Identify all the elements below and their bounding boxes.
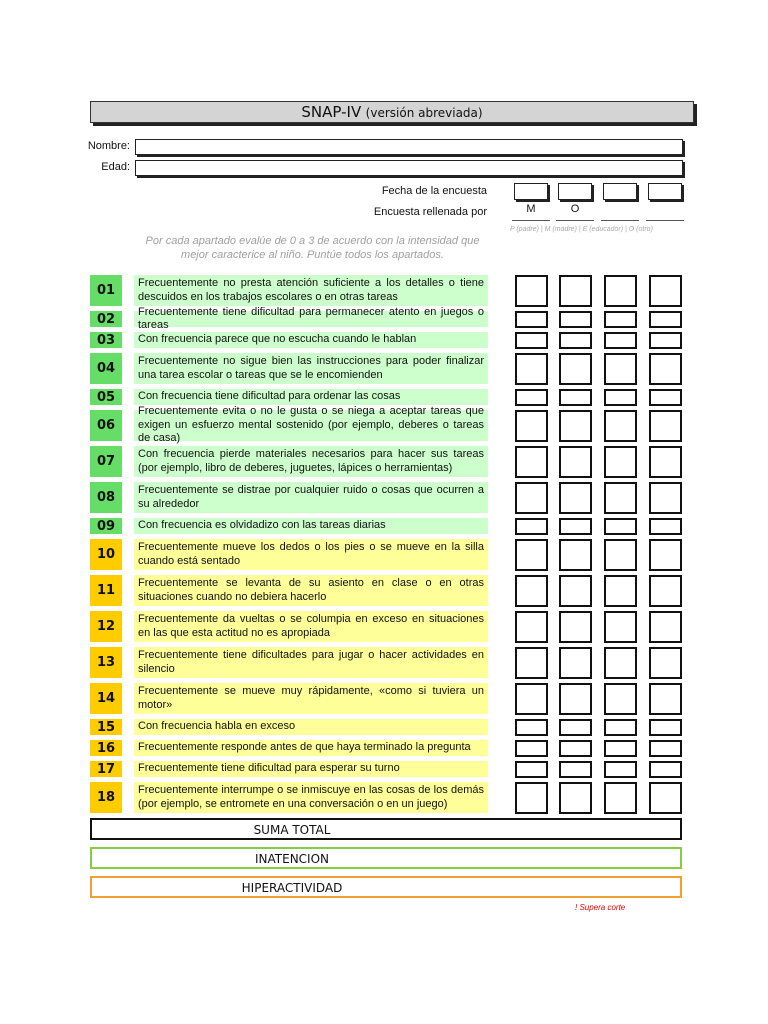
item-question-text: Frecuentemente tiene dificultad para esperar su turno	[138, 762, 400, 775]
score-box[interactable]	[515, 647, 548, 679]
title-main: SNAP-IV	[301, 103, 362, 121]
score-box[interactable]	[515, 539, 548, 571]
score-box[interactable]	[649, 353, 682, 385]
score-box[interactable]	[604, 482, 637, 514]
score-box[interactable]	[515, 332, 548, 349]
score-box[interactable]	[559, 575, 592, 607]
total-sum-label: SUMA TOTAL	[253, 823, 331, 837]
score-box[interactable]	[515, 611, 548, 643]
score-box[interactable]	[604, 683, 637, 715]
date-label: Fecha de la encuesta	[381, 185, 487, 197]
item-question-text: Frecuentemente da vueltas o se columpia en exceso en situaciones en las que esta actitud no es apropiada	[138, 613, 484, 639]
score-box[interactable]	[604, 353, 637, 385]
score-box[interactable]	[604, 332, 637, 349]
score-box[interactable]	[649, 782, 682, 814]
score-box[interactable]	[515, 353, 548, 385]
score-box[interactable]	[559, 353, 592, 385]
item-question	[134, 611, 488, 642]
item-number: 15	[90, 719, 122, 735]
score-box[interactable]	[604, 311, 637, 328]
item-question	[134, 647, 488, 678]
item-number: 04	[90, 353, 122, 384]
item-question	[134, 275, 488, 306]
score-box[interactable]	[559, 611, 592, 643]
score-box[interactable]	[559, 740, 592, 757]
item-question-text: Frecuentemente se distrae por cualquier ruido o cosas que ocurren a su alrededor	[138, 484, 484, 510]
age-label: Edad:	[101, 161, 130, 173]
score-box[interactable]	[604, 275, 637, 307]
responder-field[interactable]: O	[556, 203, 594, 221]
score-box[interactable]	[604, 410, 637, 442]
score-box[interactable]	[515, 575, 548, 607]
cutoff-note: ! Supera corte	[575, 903, 626, 912]
item-question-text: Frecuentemente tiene dificultad para permanecer atento en juegos o tareas	[138, 305, 484, 331]
item-question-text: Con frecuencia pierde materiales necesarios para hacer sus tareas (por ejemplo, libro de deberes, juguetes, lápices o herramientas)	[138, 448, 484, 474]
item-question	[134, 683, 488, 714]
score-box[interactable]	[649, 275, 682, 307]
score-box[interactable]	[515, 719, 548, 736]
score-box[interactable]	[604, 719, 637, 736]
score-box[interactable]	[515, 410, 548, 442]
responder-field[interactable]: M	[512, 203, 550, 221]
item-question-text: Con frecuencia es olvidadizo con las tareas diarias	[138, 519, 386, 532]
item-question-text: Frecuentemente tiene dificultades para jugar o hacer actividades en silencio	[138, 649, 484, 675]
score-box[interactable]	[649, 719, 682, 736]
item-question-text: Frecuentemente se mueve muy rápidamente, «como si tuviera un motor»	[138, 685, 484, 711]
total-sum-row	[90, 818, 682, 840]
item-question-text: Con frecuencia parece que no escucha cuando le hablan	[138, 333, 417, 346]
form-title	[90, 101, 694, 123]
item-question-text: Con frecuencia tiene dificultad para ordenar las cosas	[138, 390, 401, 403]
item-number: 02	[90, 311, 122, 327]
item-number: 03	[90, 332, 122, 348]
item-question	[134, 332, 488, 348]
score-box[interactable]	[559, 539, 592, 571]
score-box[interactable]	[559, 446, 592, 478]
score-box[interactable]	[604, 761, 637, 778]
score-box[interactable]	[559, 332, 592, 349]
date-box[interactable]	[514, 183, 548, 200]
score-box[interactable]	[604, 647, 637, 679]
score-box[interactable]	[649, 539, 682, 571]
item-question	[134, 575, 488, 606]
hyperactivity-row	[90, 876, 682, 898]
score-box[interactable]	[604, 446, 637, 478]
score-box[interactable]	[515, 275, 548, 307]
score-box[interactable]	[515, 782, 548, 814]
item-question	[134, 719, 488, 735]
instructions: Por cada apartado evalúe de 0 a 3 de acuerdo con la intensidad que mejor caracterice al niño. Puntúe todos los apartados.	[145, 235, 480, 261]
responder-field[interactable]	[646, 203, 684, 221]
score-box[interactable]	[649, 482, 682, 514]
item-question-text: Frecuentemente no sigue bien las instrucciones para poder finalizar una tarea escolar o tareas que se le encomienden	[138, 355, 484, 381]
item-question	[134, 782, 488, 813]
inattention-row	[90, 847, 682, 869]
score-box[interactable]	[604, 611, 637, 643]
score-box[interactable]	[604, 782, 637, 814]
item-number: 01	[90, 275, 122, 306]
item-question	[134, 405, 488, 445]
item-question-text: Con frecuencia habla en exceso	[138, 720, 296, 733]
item-number: 08	[90, 482, 122, 513]
score-box[interactable]	[559, 275, 592, 307]
item-question	[134, 539, 488, 570]
score-box[interactable]	[559, 782, 592, 814]
score-box[interactable]	[604, 575, 637, 607]
score-box[interactable]	[559, 683, 592, 715]
responder-legend: P (padre) | M (madre) | E (educador) | O (otro)	[510, 226, 653, 233]
inattention-label: INATENCION	[254, 852, 330, 866]
item-number: 07	[90, 446, 122, 477]
score-box[interactable]	[515, 518, 548, 535]
score-box[interactable]	[515, 446, 548, 478]
item-question-text: Frecuentemente se levanta de su asiento en clase o en otras situaciones cuando no debiera hacerlo	[138, 577, 484, 603]
score-box[interactable]	[604, 518, 637, 535]
score-box[interactable]	[515, 740, 548, 757]
item-number: 12	[90, 611, 122, 642]
responder-field[interactable]	[601, 203, 639, 221]
score-box[interactable]	[559, 482, 592, 514]
filled-by-label: Encuesta rellenada por	[373, 206, 487, 218]
name-field[interactable]	[135, 139, 683, 155]
date-box[interactable]	[648, 183, 682, 200]
item-question	[134, 740, 488, 756]
date-box[interactable]	[603, 183, 637, 200]
score-box[interactable]	[515, 482, 548, 514]
item-question-text: Frecuentemente responde antes de que haya terminado la pregunta	[138, 741, 471, 754]
score-box[interactable]	[649, 683, 682, 715]
score-box[interactable]	[559, 518, 592, 535]
score-box[interactable]	[515, 683, 548, 715]
item-number: 14	[90, 683, 122, 714]
age-field[interactable]	[135, 160, 683, 176]
score-box[interactable]	[649, 575, 682, 607]
score-box[interactable]	[649, 389, 682, 406]
score-box[interactable]	[649, 410, 682, 442]
item-number: 11	[90, 575, 122, 606]
score-box[interactable]	[604, 740, 637, 757]
score-box[interactable]	[649, 446, 682, 478]
item-question	[134, 353, 488, 384]
item-question-text: Frecuentemente no presta atención suficiente a los detalles o tiene descuidos en los trabajos escolares o en otras tareas	[138, 277, 484, 303]
item-number: 13	[90, 647, 122, 678]
name-label: Nombre:	[87, 140, 130, 152]
score-box[interactable]	[559, 647, 592, 679]
date-box[interactable]	[558, 183, 592, 200]
score-box[interactable]	[559, 719, 592, 736]
score-box[interactable]	[649, 761, 682, 778]
title-sub: (versión abreviada)	[365, 106, 483, 120]
score-box[interactable]	[649, 611, 682, 643]
item-number: 18	[90, 782, 122, 813]
score-box[interactable]	[559, 389, 592, 406]
item-question-text: Frecuentemente mueve los dedos o los pies o se mueve en la silla cuando está sentado	[138, 541, 484, 567]
score-box[interactable]	[559, 410, 592, 442]
item-question	[134, 305, 488, 331]
item-question	[134, 761, 488, 777]
item-number: 16	[90, 740, 122, 756]
item-question-text: Frecuentemente evita o no le gusta o se niega a aceptar tareas que exigen un esfuerzo mental sostenido (por ejemplo, deberes o tareas de casa)	[138, 405, 484, 445]
score-box[interactable]	[649, 740, 682, 757]
score-box[interactable]	[649, 647, 682, 679]
item-question	[134, 482, 488, 513]
item-question	[134, 518, 488, 534]
item-number: 10	[90, 539, 122, 570]
item-question-text: Frecuentemente interrumpe o se inmiscuye en las cosas de los demás (por ejemplo, se entromete en una conversación o en un juego)	[138, 784, 484, 810]
item-question	[134, 389, 488, 405]
item-number: 09	[90, 518, 122, 534]
score-box[interactable]	[559, 761, 592, 778]
item-question	[134, 446, 488, 477]
score-box[interactable]	[515, 761, 548, 778]
score-box[interactable]	[515, 389, 548, 406]
item-number: 05	[90, 389, 122, 405]
score-box[interactable]	[649, 311, 682, 328]
score-box[interactable]	[604, 389, 637, 406]
hyperactivity-label: HIPERACTIVIDAD	[241, 881, 343, 895]
score-box[interactable]	[559, 311, 592, 328]
score-box[interactable]	[604, 539, 637, 571]
score-box[interactable]	[649, 518, 682, 535]
item-number: 06	[90, 410, 122, 441]
score-box[interactable]	[649, 332, 682, 349]
score-box[interactable]	[515, 311, 548, 328]
item-number: 17	[90, 761, 122, 777]
